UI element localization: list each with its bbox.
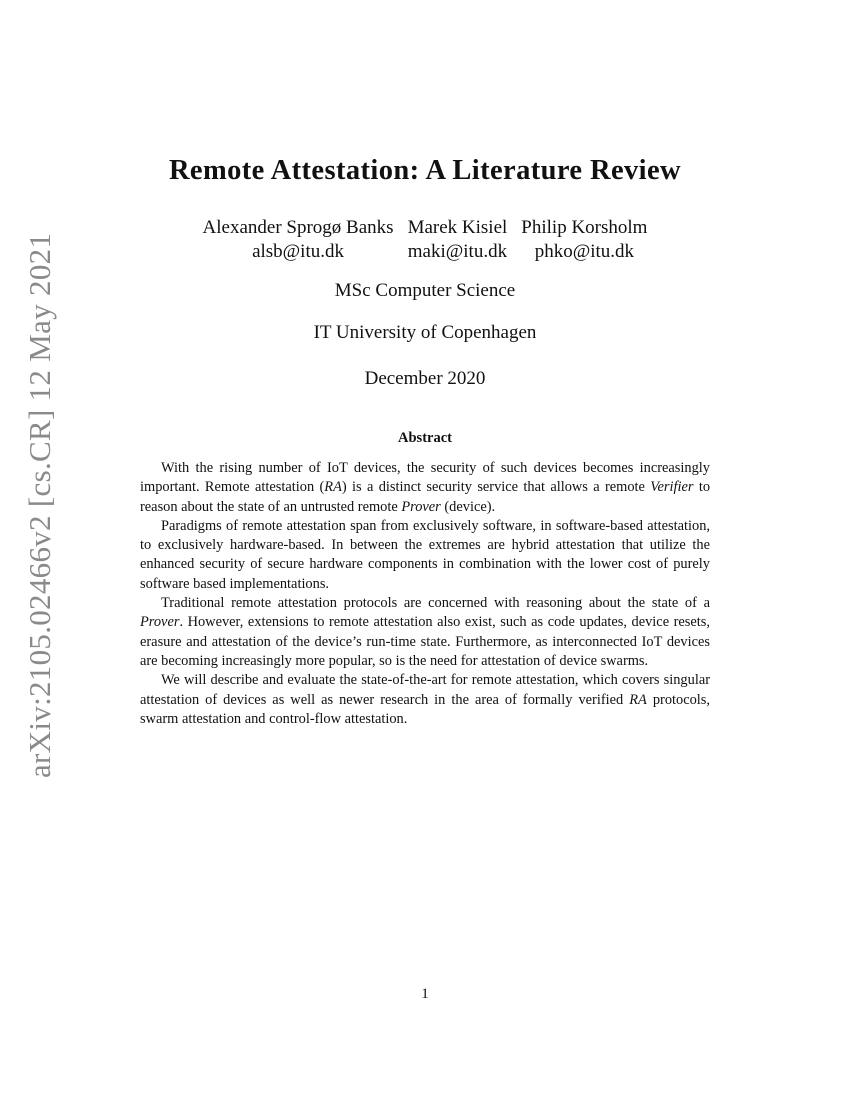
text-run: (device). bbox=[440, 498, 496, 515]
author-name: Philip Korsholm bbox=[521, 217, 648, 238]
paper-title: Remote Attestation: A Literature Review bbox=[168, 155, 682, 186]
emphasis: Prover bbox=[401, 498, 441, 515]
abstract-paragraph: Paradigms of remote attestation span from exclusively software, in software-based attestation, to exclusively hardware-based. In between the extremes are hybrid attestation that utilize the enhanced security of secure hardware components in combination with the lower cost of purely software based implementations. bbox=[140, 517, 710, 592]
text-run: to reason about the state of an untrusted remote bbox=[140, 479, 711, 515]
abstract-heading: Abstract bbox=[398, 430, 452, 446]
abstract-paragraph bbox=[140, 594, 710, 671]
program: MSc Computer Science bbox=[334, 280, 516, 301]
author bbox=[203, 216, 394, 264]
emphasis: Prover bbox=[140, 614, 180, 631]
arxiv-identifier-stamp: arXiv:2105.02466v2 [cs.CR] 12 May 2021 bbox=[22, 232, 57, 778]
abstract-body bbox=[140, 459, 710, 729]
institution: IT University of Copenhagen bbox=[313, 322, 537, 343]
text-run: With the rising number of IoT devices, the security of such devices becomes increasingly important. Remote attestation ( bbox=[140, 460, 710, 496]
abstract-paragraph bbox=[140, 671, 710, 729]
emphasis: Verifier bbox=[650, 479, 694, 496]
text-run: Traditional remote attestation protocols are concerned with reasoning about the state of a bbox=[161, 595, 710, 612]
emphasis: RA bbox=[629, 691, 647, 708]
publication-date: December 2020 bbox=[364, 368, 486, 389]
author-email: phko@itu.dk bbox=[534, 241, 635, 262]
author bbox=[408, 216, 508, 264]
author bbox=[521, 216, 647, 264]
author-email: maki@itu.dk bbox=[407, 241, 508, 262]
author-name: Marek Kisiel bbox=[407, 217, 508, 238]
text-run: . However, extensions to remote attestation also exist, such as code updates, device resets, erasure and attestation of the device’s run-time state. Furthermore, as interconnected IoT devices are becoming increasingly more popular, so is the need for attestation of device swarms. bbox=[140, 614, 710, 669]
author-list bbox=[0, 216, 850, 264]
text-run: protocols, swarm attestation and control-flow attestation. bbox=[140, 691, 710, 727]
emphasis: RA bbox=[324, 479, 342, 496]
text-run: We will describe and evaluate the state-of-the-art for remote attestation, which covers singular attestation of devices as well as newer research in the area of formally verified bbox=[140, 672, 710, 708]
author-name: Alexander Sprogø Banks bbox=[202, 217, 394, 238]
text-run: ) is a distinct security service that allows a remote bbox=[341, 479, 651, 496]
abstract-paragraph bbox=[140, 459, 710, 517]
page-number: 1 bbox=[421, 986, 429, 1002]
author-email: alsb@itu.dk bbox=[252, 241, 344, 262]
